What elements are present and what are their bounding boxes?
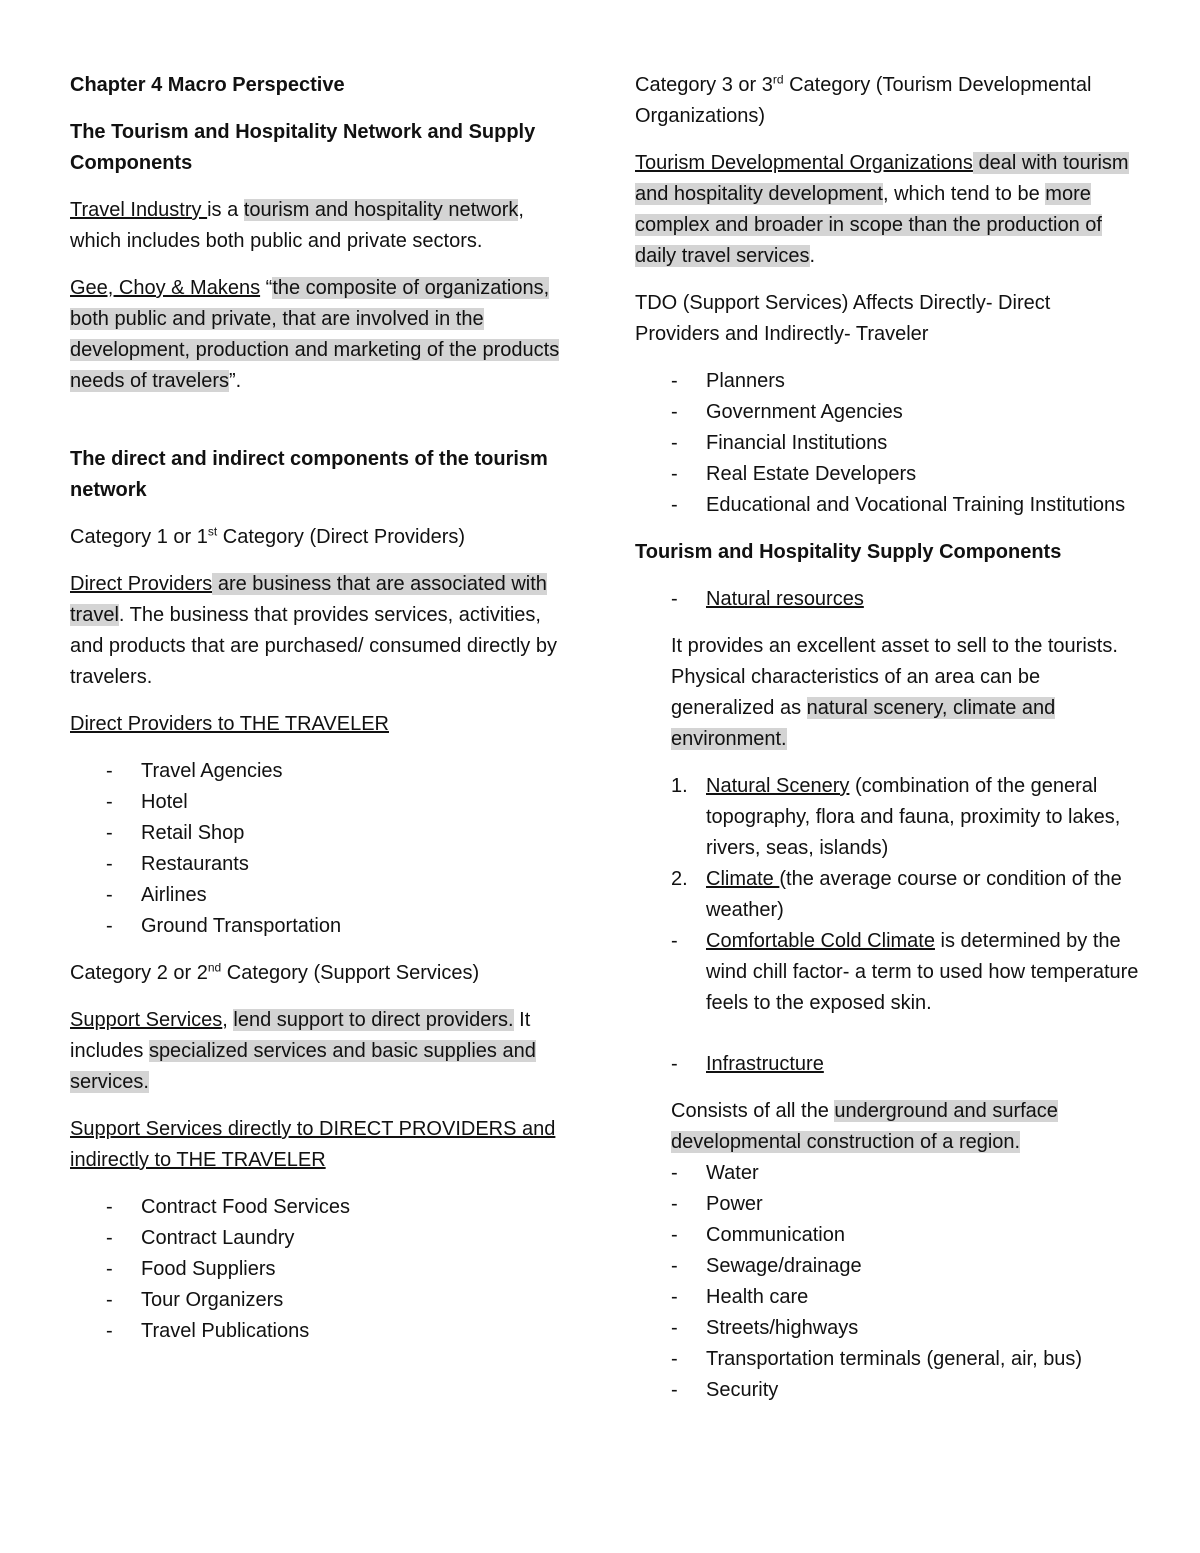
cat3-sup: rd xyxy=(772,72,784,87)
dp-to-traveler-heading: Direct Providers to THE TRAVELER xyxy=(70,713,389,735)
list-item: - Health care xyxy=(635,1282,1140,1313)
cat2-post: Category (Support Services) xyxy=(221,962,480,984)
list-item: - Restaurants xyxy=(70,849,570,880)
support-services-highlight-1: lend support to direct providers. xyxy=(233,1009,514,1031)
cat3-pre: Category 3 or 3 xyxy=(635,74,773,96)
left-column xyxy=(70,70,570,1363)
support-services-highlight-2: specialized services and basic supplies and services. xyxy=(70,1040,536,1093)
tdo-highlight-1: deal with tourism and hospitality development xyxy=(635,152,1129,205)
category-2-heading xyxy=(70,958,570,989)
tdo-affects: TDO (Support Services) Affects Directly- Direct Providers and Indirectly- Traveler xyxy=(635,292,1051,345)
list-item: - Food Suppliers xyxy=(70,1254,570,1285)
cold-climate-list xyxy=(635,926,1140,1019)
infra-text-pre: Consists of all the xyxy=(671,1100,835,1122)
direct-providers-list xyxy=(70,756,570,942)
list-item: - Ground Transportation xyxy=(70,911,570,942)
item-number: 2. xyxy=(671,868,688,890)
travel-industry-term: Travel Industry xyxy=(70,199,208,221)
list-item xyxy=(635,864,1140,926)
cold-climate-item xyxy=(635,926,1140,1019)
natural-resources-heading-list xyxy=(635,584,1140,615)
list-item: - Financial Institutions xyxy=(635,428,1140,459)
components-title: The direct and indirect components of the tourism network xyxy=(70,448,548,501)
list-item: - Streets/highways xyxy=(635,1313,1140,1344)
tdo-list xyxy=(635,366,1140,521)
list-item: - Airlines xyxy=(70,880,570,911)
cold-climate-rest: is determined by the wind chill factor- a term to used how temperature feels to the exposed skin. xyxy=(706,930,1139,1014)
item-term: Natural Scenery xyxy=(706,775,850,797)
list-item: - Planners xyxy=(635,366,1140,397)
tdo-mid: , which tend to be xyxy=(882,183,1046,205)
gee-open-quote: “ xyxy=(260,277,273,299)
infra-text-highlight: underground and surface developmental construction of a region. xyxy=(671,1100,1058,1153)
numbered-list xyxy=(635,771,1140,926)
direct-providers-paragraph xyxy=(70,569,570,693)
cat2-pre: Category 2 or 2 xyxy=(70,962,208,984)
right-column xyxy=(635,70,1140,1422)
nr-text-pre: It provides an excellent asset to sell to the tourists. Physical characteristics of an area can be generalized as xyxy=(671,635,1118,719)
chapter-title: Chapter 4 Macro Perspective xyxy=(70,74,345,96)
support-services-list xyxy=(70,1192,570,1347)
list-item: - Security xyxy=(635,1375,1140,1406)
gee-close: ”. xyxy=(228,370,242,392)
cat1-post: Category (Direct Providers) xyxy=(217,526,466,548)
direct-providers-term: Direct Providers xyxy=(70,573,213,595)
list-item: - Educational and Vocational Training Institutions xyxy=(635,490,1140,521)
cold-climate-term: Comfortable Cold Climate xyxy=(706,930,935,952)
tdo-term: Tourism Developmental Organizations xyxy=(635,152,973,174)
list-item xyxy=(635,771,1140,864)
list-item: - Sewage/drainage xyxy=(635,1251,1140,1282)
cat1-sup: st xyxy=(207,524,218,539)
natural-resources-label: Natural resources xyxy=(706,588,864,610)
list-item: - Water xyxy=(635,1158,1140,1189)
cat3-post: Category (Tourism Developmental Organizations) xyxy=(635,74,1092,127)
ss-heading: Support Services directly to DIRECT PROVIDERS and indirectly to THE TRAVELER xyxy=(70,1118,556,1171)
category-1-heading xyxy=(70,522,570,553)
gee-term: Gee, Choy & Makens xyxy=(70,277,261,299)
nr-text-highlight: natural scenery, climate and environment. xyxy=(671,697,1056,750)
travel-industry-paragraph xyxy=(70,195,570,257)
support-services-term: Support Services xyxy=(70,1009,223,1031)
category-3-heading xyxy=(635,70,1140,132)
list-item: - Communication xyxy=(635,1220,1140,1251)
list-item: - Real Estate Developers xyxy=(635,459,1140,490)
support-services-comma: , xyxy=(222,1009,234,1031)
item-rest: (combination of the general topography, flora and fauna, proximity to lakes, rivers, seas, islands) xyxy=(706,775,1121,859)
list-item: - Contract Laundry xyxy=(70,1223,570,1254)
support-services-paragraph xyxy=(70,1005,570,1098)
section-title: The Tourism and Hospitality Network and Supply Components xyxy=(70,121,536,174)
infrastructure-heading-list xyxy=(635,1049,1140,1080)
infrastructure-paragraph xyxy=(635,1096,1140,1158)
tdo-end: . xyxy=(809,245,816,267)
list-item: - Transportation terminals (general, air, bus) xyxy=(635,1344,1140,1375)
travel-industry-rest: , which includes both public and private sectors. xyxy=(70,199,524,252)
list-item: - Power xyxy=(635,1189,1140,1220)
item-rest: (the average course or condition of the weather) xyxy=(706,868,1122,921)
supply-components-title: Tourism and Hospitality Supply Components xyxy=(635,541,1062,563)
infrastructure-list xyxy=(635,1158,1140,1406)
travel-industry-is-a: is a xyxy=(207,199,244,221)
direct-providers-rest: . The business that provides services, activities, and products that are purchased/ consumed directly by travelers. xyxy=(70,604,557,688)
list-item: - Retail Shop xyxy=(70,818,570,849)
list-item: - Hotel xyxy=(70,787,570,818)
tdo-highlight-2: more complex and broader in scope than the production of daily travel services xyxy=(635,183,1102,267)
natural-resources-paragraph xyxy=(635,631,1140,755)
gee-paragraph xyxy=(70,273,570,397)
list-item: - Travel Agencies xyxy=(70,756,570,787)
item-number: 1. xyxy=(671,775,688,797)
tdo-paragraph xyxy=(635,148,1140,272)
cat1-pre: Category 1 or 1 xyxy=(70,526,208,548)
cat2-sup: nd xyxy=(207,960,222,975)
list-item: - Government Agencies xyxy=(635,397,1140,428)
list-item: - Contract Food Services xyxy=(70,1192,570,1223)
natural-resources-heading xyxy=(635,584,1140,615)
item-term: Climate xyxy=(706,868,780,890)
support-services-mid: It includes xyxy=(70,1009,531,1062)
infrastructure-label: Infrastructure xyxy=(706,1053,824,1075)
list-item: - Travel Publications xyxy=(70,1316,570,1347)
list-item: - Tour Organizers xyxy=(70,1285,570,1316)
infrastructure-heading xyxy=(635,1049,1140,1080)
travel-industry-highlight: tourism and hospitality network xyxy=(243,199,519,221)
direct-providers-highlight: are business that are associated with travel xyxy=(70,573,547,626)
gee-highlight: the composite of organizations, both public and private, that are involved in the development, production and marketing of the products needs of travelers xyxy=(70,277,560,392)
